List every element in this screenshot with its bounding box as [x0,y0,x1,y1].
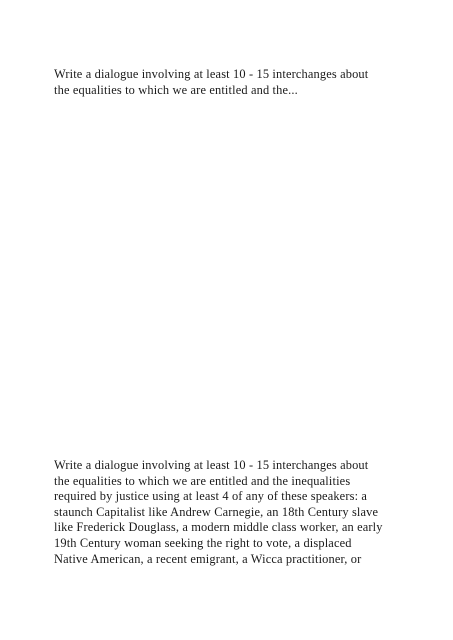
body-line: required by justice using at least 4 of any of these speakers: a [54,489,368,504]
body-line: Native American, a recent emigrant, a Wicca practitioner, or [54,551,362,566]
body-line: staunch Capitalist like Andrew Carnegie, an 18th Century slave [54,504,379,519]
body-line: Write a dialogue involving at least 10 - 15 interchanges about [54,458,369,472]
full-text-paragraph [54,458,406,567]
excerpt-paragraph [54,67,406,98]
body-line: the equalities to which we are entitled and the inequalities [54,473,351,488]
body-line: like Frederick Douglass, a modern middle class worker, an early [54,520,383,535]
excerpt-line: the equalities to which we are entitled and the... [54,82,298,97]
excerpt-line: Write a dialogue involving at least 10 - 15 interchanges about [54,67,369,81]
body-line: 19th Century woman seeking the right to vote, a displaced [54,535,352,550]
